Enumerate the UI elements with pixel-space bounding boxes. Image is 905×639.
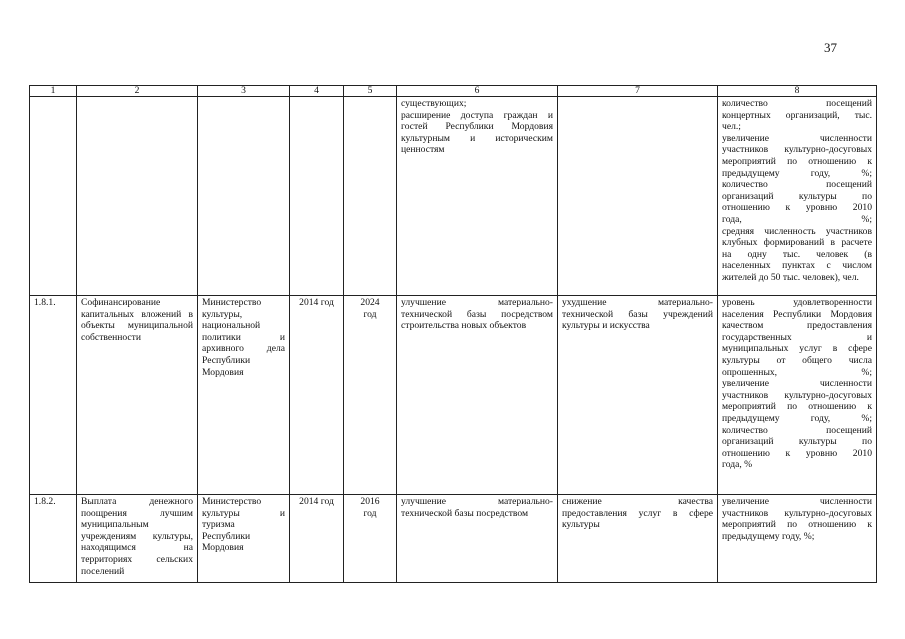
text-line: учреждениям культуры, <box>81 530 193 542</box>
indicator-cell <box>718 97 877 296</box>
text-line: увеличение численности <box>722 132 872 144</box>
text-line: клубных формирований в расчете <box>722 237 872 249</box>
header-cell: 5 <box>344 86 397 97</box>
text-line: улучшение материально- <box>401 496 553 507</box>
text-line: Мордовия <box>202 542 244 554</box>
text-line: участников культурно-досуговых <box>722 144 872 156</box>
text-line: отношению к уровню 2010 <box>722 202 872 214</box>
text-line: 2024 <box>360 297 380 308</box>
text-line: строительства новых объектов <box>401 320 527 332</box>
text-line: культурным и историческим <box>401 132 553 144</box>
text-line: расширение доступа граждан и <box>401 109 553 121</box>
text-line: жителей до 50 тыс. человек), чел. <box>722 271 859 283</box>
text-line: Выплата денежного <box>81 496 193 507</box>
row-number-cell: 1.8.1. <box>30 296 77 495</box>
text-line: находящимся на <box>81 542 193 554</box>
text-line: политики и <box>202 331 285 343</box>
text-line: культуры и <box>202 507 285 519</box>
text-line: объекты муниципальной <box>81 320 193 332</box>
text-line: предыдущему году, %; <box>722 530 815 542</box>
text-line: существующих; <box>401 98 467 109</box>
text-line: культуры, <box>202 308 243 320</box>
expected-result-cell <box>397 97 558 296</box>
text-line: мероприятий по отношению к <box>722 401 872 413</box>
text-line: культуры от общего числа <box>722 354 872 366</box>
text-line: мероприятий по отношению к <box>722 519 872 531</box>
table-row <box>30 495 877 583</box>
text-line: участников культурно-досуговых <box>722 389 872 401</box>
text-line: участников культурно-досуговых <box>722 507 872 519</box>
text-line: увеличение численности <box>722 496 872 507</box>
text-line: технической базы посредством <box>401 507 529 519</box>
expected-result-cell <box>397 495 558 583</box>
text-line: Республики <box>202 530 251 542</box>
text-line: Министерство <box>202 496 262 507</box>
text-line: ухудшение материально- <box>562 297 713 308</box>
text-line: поощрения лучшим <box>81 507 193 519</box>
header-cell: 7 <box>558 86 718 97</box>
text-line: опрошенных, %; <box>722 366 872 378</box>
measure-cell <box>77 296 198 495</box>
executor-cell <box>198 296 290 495</box>
text-line: предыдущему году, %; <box>722 167 872 179</box>
program-table <box>29 85 877 583</box>
text-line: гостей Республики Мордовия <box>401 121 553 133</box>
text-line: культуры <box>562 519 600 531</box>
table-row <box>30 296 877 495</box>
consequence-cell <box>558 97 718 296</box>
row-number-cell <box>30 97 77 296</box>
text-line: 2016 <box>360 496 380 507</box>
text-line: национальной <box>202 320 261 332</box>
end-year-cell <box>344 97 397 296</box>
text-line: муниципальным <box>81 519 149 531</box>
text-line: улучшение материально- <box>401 297 553 308</box>
text-line: предыдущему году, %; <box>722 412 872 424</box>
table-row <box>30 97 877 296</box>
text-line: населения Республики Мордовия <box>722 308 872 320</box>
text-line: капитальных вложений в <box>81 308 193 320</box>
text-line: количество посещений <box>722 424 872 436</box>
text-line: туризма <box>202 519 235 531</box>
text-line: архивного дела <box>202 343 285 355</box>
executor-cell <box>198 495 290 583</box>
text-line: собственности <box>81 331 142 343</box>
start-year-cell: 2014 год <box>290 495 344 583</box>
text-line: Министерство <box>202 297 262 308</box>
text-line: года, % <box>722 459 753 471</box>
indicator-cell <box>718 495 877 583</box>
page-number: 37 <box>824 40 837 55</box>
start-year-cell <box>290 97 344 296</box>
measure-cell <box>77 97 198 296</box>
text-line: культуры и искусства <box>562 320 650 332</box>
text-line: Мордовия <box>202 366 244 378</box>
end-year-cell <box>344 495 397 583</box>
expected-result-cell <box>397 296 558 495</box>
text-line: населенных пунктах с числом <box>722 260 872 272</box>
text-line: технической базы учреждений <box>562 308 713 320</box>
text-line: отношению к уровню 2010 <box>722 447 872 459</box>
text-line: Софинансирование <box>81 297 161 308</box>
header-cell: 1 <box>30 86 77 97</box>
text-line: государственных и <box>722 331 872 343</box>
measure-cell <box>77 495 198 583</box>
text-line: Республики <box>202 354 251 366</box>
start-year-cell: 2014 год <box>290 296 344 495</box>
text-line: технической базы посредством <box>401 308 553 320</box>
text-line: качеством предоставления <box>722 320 872 332</box>
text-line: поселений <box>81 565 125 577</box>
text-line: на одну тыс. человек (в <box>722 248 872 260</box>
header-cell: 4 <box>290 86 344 97</box>
text-line: средняя численность участников <box>722 225 872 237</box>
consequence-cell <box>558 296 718 495</box>
text-line: ценностям <box>401 144 445 156</box>
end-year-cell <box>344 296 397 495</box>
text-line: года, %; <box>722 213 872 225</box>
text-line: снижение качества <box>562 496 713 507</box>
text-line: мероприятий по отношению к <box>722 155 872 167</box>
text-line: уровень удовлетворенности <box>722 297 872 308</box>
text-line: год <box>363 507 377 519</box>
header-row <box>30 86 877 97</box>
text-line: организаций культуры по <box>722 190 872 202</box>
text-line: организаций культуры по <box>722 436 872 448</box>
header-cell: 2 <box>77 86 198 97</box>
executor-cell <box>198 97 290 296</box>
header-cell: 3 <box>198 86 290 97</box>
text-line: территориях сельских <box>81 553 193 565</box>
row-number-cell: 1.8.2. <box>30 495 77 583</box>
text-line: год <box>363 308 377 320</box>
text-line: количество посещений <box>722 179 872 191</box>
text-line: концертных организаций, тыс. <box>722 109 872 121</box>
text-line: муниципальных услуг в сфере <box>722 343 872 355</box>
header-cell: 6 <box>397 86 558 97</box>
text-line: увеличение численности <box>722 378 872 390</box>
indicator-cell <box>718 296 877 495</box>
consequence-cell <box>558 495 718 583</box>
text-line: количество посещений <box>722 98 872 109</box>
header-cell: 8 <box>718 86 877 97</box>
text-line: предоставления услуг в сфере <box>562 507 713 519</box>
text-line: чел.; <box>722 121 741 133</box>
